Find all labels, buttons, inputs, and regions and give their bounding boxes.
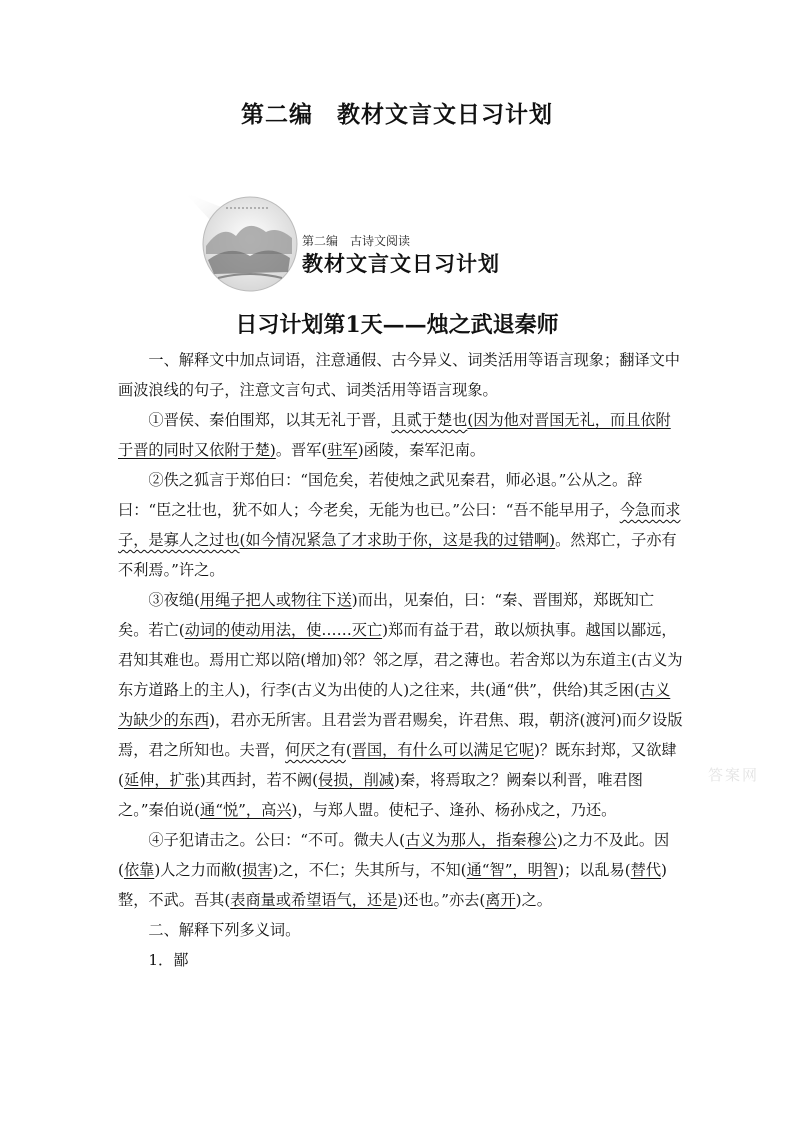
text-span: )之。 (515, 891, 552, 909)
watermark: 答案网 (708, 766, 760, 784)
wavy-sentence: 何厌之有 (285, 741, 346, 759)
gloss-note: 动词的使动用法，使……灭亡 (184, 621, 383, 639)
translation-note: (如今情况紧急了才求助于你，这是我的过错啊) (239, 531, 556, 549)
text-span: )还也。”亦去( (397, 891, 486, 909)
text-span: 。晋军( (275, 441, 328, 459)
text-span: 。然郑亡，子亦有不利焉。”许之。 (118, 531, 677, 579)
gloss-note: 通“悦”，高兴 (200, 801, 292, 819)
banner-title: 教材文言文日习计划 (302, 252, 500, 276)
gloss-note: 离开 (485, 891, 516, 909)
text-span: )之力不及此。因( (118, 831, 670, 879)
chapter-banner (170, 180, 530, 300)
page-title: 第二编 教材文言文日习计划 (241, 101, 553, 128)
document-body (118, 345, 683, 975)
text-span: )；以乱易( (558, 861, 631, 879)
text-span: ③夜缒( (148, 591, 200, 609)
section1-intro: 一、解释文中加点词语，注意通假、古今异义、词类活用等语言现象；翻译文中画波浪线的句子，注意文言句式、词类活用等语言现象。 (118, 351, 680, 399)
text-span: ①晋侯、秦伯围郑，以其无礼于晋， (148, 411, 392, 429)
gloss-note: 侵损，削减 (318, 771, 394, 789)
section2-heading: 二、解释下列多义词。 (148, 921, 301, 939)
text-span: )人之力而敝( (154, 861, 243, 879)
text-span: )函陵，秦军氾南。 (357, 441, 486, 459)
gloss-note: 用绳子把人或物往下送 (199, 591, 352, 609)
text-span: ②佚之狐言于郑伯曰：“国危矣，若使烛之武见秦君，师必退。”公从之。辞曰：“臣之壮也，犹不如人；今老矣，无能为也已。”公曰：“吾不能早用子， (118, 471, 643, 519)
text-span: )整，不武。吾其( (118, 861, 667, 909)
paragraph-4 (118, 825, 683, 915)
text-span: ( (345, 741, 352, 759)
text-span: )其西封，若不阙( (199, 771, 319, 789)
gloss-note: 古义为缺少的东西 (118, 681, 671, 729)
paragraph-2 (118, 465, 683, 585)
gloss-note: 古义为那人，指秦穆公 (405, 831, 557, 849)
translation-note: (因为他对晋国无礼，而且依附于晋的同时又依附于楚) (118, 411, 671, 459)
wavy-sentence: 且贰于楚也 (391, 411, 468, 429)
banner-subtitle: 第二编 古诗文阅读 (302, 234, 411, 248)
text-span: )，君亦无所害。且君尝为晋君赐矣，许君焦、瑕，朝济(渡河)而夕设版焉，君之所知也。夫晋， (118, 711, 683, 759)
text-span: )？既东封郑，又欲肆( (118, 741, 677, 789)
text-span: )之，不仁；失其所与，不知( (272, 861, 467, 879)
text-span: )，与郑人盟。使杞子、逢孙、杨孙戍之，乃还。 (291, 801, 617, 819)
gloss-note: 驻军 (327, 441, 358, 459)
gloss-note: 依靠 (123, 861, 155, 879)
paragraph-3 (118, 585, 683, 825)
gloss-note: 延伸，扩张 (123, 771, 200, 789)
text-span: )而出，见秦伯，曰：“秦、晋围郑，郑既知亡矣。若亡( (118, 591, 655, 639)
translation-note: 晋国，有什么可以满足它呢 (351, 741, 534, 759)
gloss-note: 表商量或希望语气，还是 (230, 891, 398, 909)
gloss-note: 通“智”，明智 (466, 861, 559, 879)
paragraph-1 (118, 405, 683, 465)
text-span: ④子犯请击之。公曰：“不可。微夫人( (148, 831, 406, 849)
section2-item-1: 1．鄙 (148, 951, 189, 969)
wavy-sentence: 今急而求子，是寡人之过也 (118, 501, 681, 549)
gloss-note: 损害 (242, 861, 273, 879)
text-span: )郑而有益于君，敢以烦执事。越国以鄙远，君知其难也。焉用亡郑以陪(增加)邻？邻之厚，君之薄也。若舍郑以为东道主(古义为东方道路上的主人)，行李(古义为出使的人)之往来，共(通“供”，供给)其乏困( (118, 621, 683, 699)
gloss-note: 替代 (630, 861, 662, 879)
lesson-title: 日习计划第1天——烛之武退秦师 (235, 312, 559, 338)
text-span: )秦，将焉取之？阙秦以利晋，唯君图之。”秦伯说( (118, 771, 643, 819)
